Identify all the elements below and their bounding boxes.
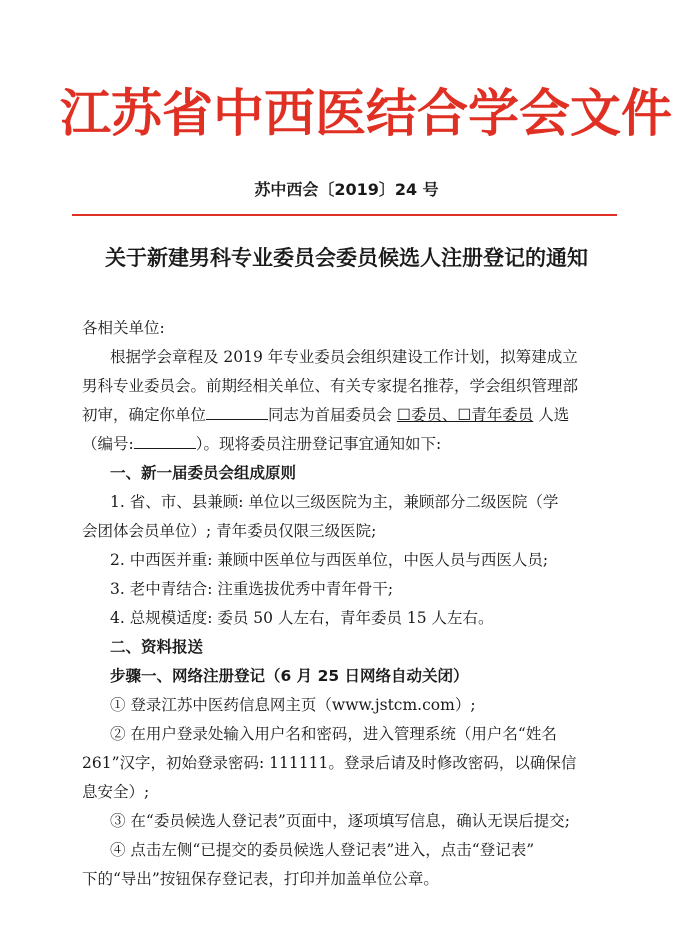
section-1-item-3: 3. 老中青结合: 注重选拔优秀中青年骨干; bbox=[110, 580, 394, 598]
intro-line-3-part-a: 初审，确定你单位 bbox=[82, 406, 207, 424]
serial-number-blank-field bbox=[134, 432, 196, 449]
step-1-item-2-line-2: 261”汉字，初始登录密码: 111111。登录后请及时修改密码，以确保信 bbox=[82, 754, 577, 772]
section-2-heading: 二、资料报送 bbox=[110, 638, 204, 656]
section-1-item-1-line-2: 会团体会员单位）; 青年委员仅限三级医院; bbox=[82, 522, 377, 540]
salutation: 各相关单位: bbox=[82, 319, 165, 337]
step-1-item-2-line-1: ② 在用户登录处输入用户名和密码，进入管理系统（用户名“姓名 bbox=[110, 725, 557, 743]
section-1-item-4: 4. 总规模适度: 委员 50 人左右，青年委员 15 人左右。 bbox=[110, 609, 494, 627]
intro-line-4 bbox=[82, 432, 622, 456]
intro-line-2: 男科专业委员会。前期经相关单位、有关专家提名推荐，学会组织管理部 bbox=[82, 377, 579, 395]
red-divider-line bbox=[72, 214, 617, 216]
intro-line-3-part-b: 同志为首届委员会 bbox=[268, 406, 393, 424]
section-1-item-1-line-1: 1. 省、市、县兼顾: 单位以三级医院为主，兼顾部分二级医院（学 bbox=[110, 493, 559, 511]
step-1-item-4-line-1: ④ 点击左侧“已提交的委员候选人登记表”进入，点击“登记表” bbox=[110, 841, 535, 859]
unit-blank-field bbox=[206, 403, 268, 420]
org-header-title: 江苏省中西医结合学会文件 bbox=[60, 85, 673, 144]
member-type-checkboxes: ☐委员、☐青年委员 bbox=[396, 406, 534, 424]
step-1-heading: 步骤一、网络注册登记（6 月 25 日网络自动关闭） bbox=[110, 667, 469, 685]
intro-line-3-part-d: 人选 bbox=[538, 406, 570, 424]
intro-line-4-part-b: ）。现将委员注册登记事宜通知如下: bbox=[195, 435, 442, 453]
intro-line-3 bbox=[82, 403, 622, 427]
intro-line-4-part-a: （编号: bbox=[82, 435, 134, 453]
notice-title: 关于新建男科专业委员会委员候选人注册登记的通知 bbox=[105, 246, 588, 270]
step-1-item-3: ③ 在“委员候选人登记表”页面中，逐项填写信息，确认无误后提交; bbox=[110, 812, 570, 830]
intro-line-1: 根据学会章程及 2019 年专业委员会组织建设工作计划，拟筹建成立 bbox=[110, 348, 578, 366]
section-1-heading: 一、新一届委员会组成原则 bbox=[110, 464, 297, 482]
step-1-item-1: ① 登录江苏中医药信息网主页（www.jstcm.com）; bbox=[110, 696, 476, 714]
step-1-item-4-line-2: 下的“导出”按钮保存登记表，打印并加盖单位公章。 bbox=[82, 870, 439, 888]
document-number: 苏中西会〔2019〕24 号 bbox=[254, 180, 439, 199]
step-1-item-2-line-3: 息安全）; bbox=[82, 783, 150, 801]
section-1-item-2: 2. 中西医并重: 兼顾中医单位与西医单位，中医人员与西医人员; bbox=[110, 551, 549, 569]
